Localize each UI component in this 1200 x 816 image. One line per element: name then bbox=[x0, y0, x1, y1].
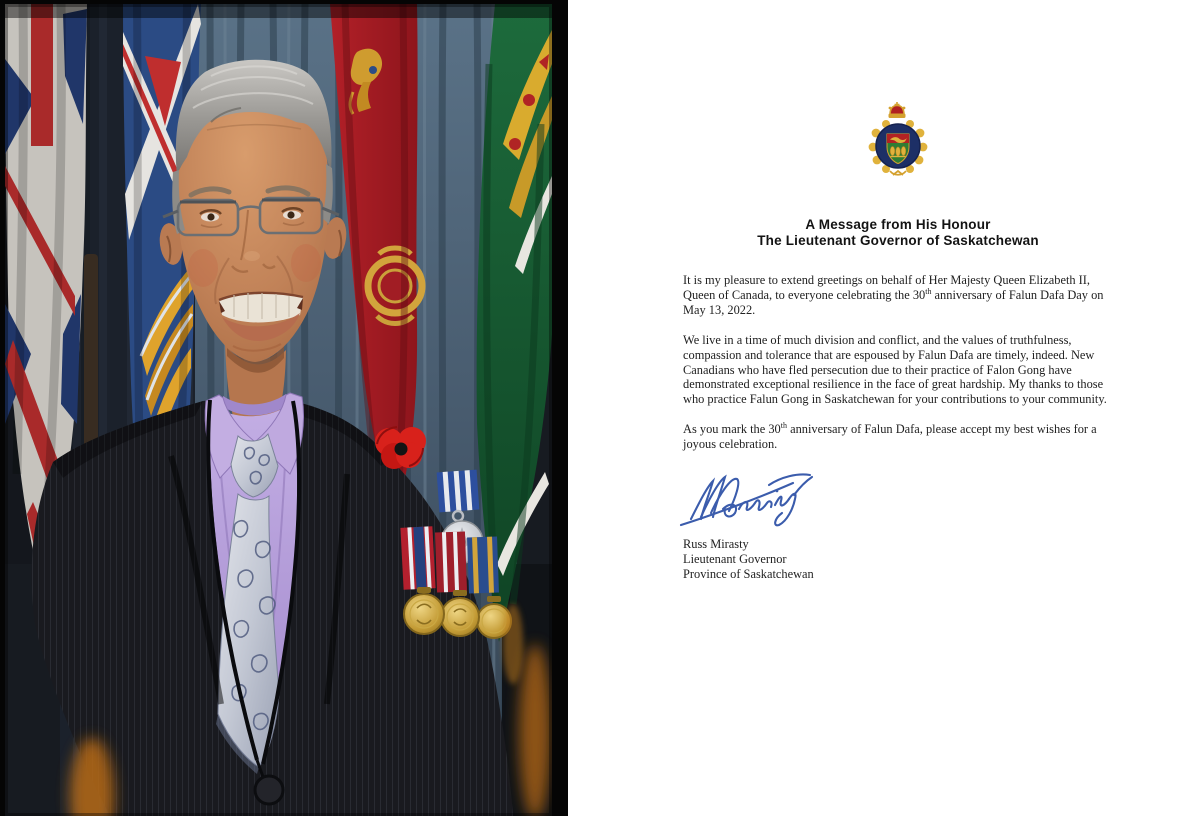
signatory-title: Lieutenant Governor bbox=[683, 552, 787, 567]
signatory-name: Russ Mirasty bbox=[683, 537, 749, 552]
jacket-button bbox=[255, 776, 283, 804]
superscript-ordinal: th bbox=[780, 421, 787, 431]
crest-crown bbox=[889, 102, 906, 118]
letter-heading bbox=[683, 217, 1113, 249]
letter-paragraph-2: We live in a time of much division and conflict, and the values of truthfulness, compassion and tolerance that are espoused by Falun Dafa are timely, indeed. New Canadians who have fled persecution due to their practice of Falon Gong have demonstrated exceptional resilience in the face of great hardship. My thanks to those who practice Falun Gong in Saskatchewan for your contributions to your community. bbox=[683, 332, 1107, 407]
signature-block bbox=[683, 537, 1113, 582]
letter-paragraph-3: As you mark the 30th anniversary of Falun Dafa, please accept my best wishes for a joyous celebration. bbox=[683, 421, 1097, 452]
letter bbox=[683, 0, 1113, 582]
medal-ribbon-2 bbox=[435, 531, 467, 592]
medal-group bbox=[400, 526, 511, 638]
superscript-ordinal: th bbox=[925, 286, 932, 296]
lieutenant-governor-crest-icon bbox=[866, 101, 930, 183]
medal-ribbon-3 bbox=[467, 536, 499, 593]
letter-body bbox=[683, 273, 1113, 452]
portrait-photo bbox=[0, 0, 568, 816]
portrait-photo-art bbox=[5, 4, 552, 816]
crest-sprigs bbox=[890, 171, 906, 175]
signatory-organization: Province of Saskatchewan bbox=[683, 567, 814, 582]
letter-paragraph-1: It is my pleasure to extend greetings on behalf of Her Majesty Queen Elizabeth II, Queen of Canada, to everyone celebrating the 30th anniversary of Falun Dafa Day on May 13, 2022. bbox=[683, 273, 1104, 317]
warm-glow-right bbox=[519, 644, 551, 816]
letter-heading-line1: A Message from His Honour bbox=[805, 217, 991, 232]
medal-ribbon-1 bbox=[400, 526, 435, 590]
letter-heading-line2: The Lieutenant Governor of Saskatchewan bbox=[757, 233, 1039, 248]
signature-icon bbox=[673, 467, 823, 529]
